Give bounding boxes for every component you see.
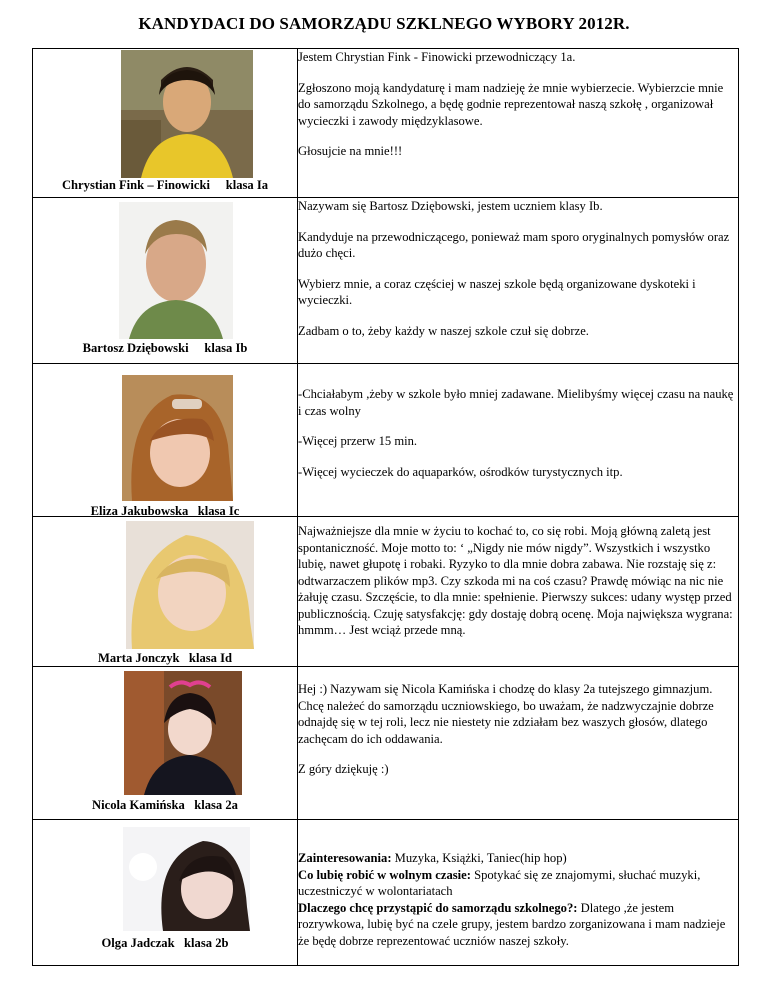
candidate-photo-cell [33, 517, 298, 667]
candidate-caption: Chrystian Fink – Finowicki klasa Ia [61, 178, 269, 192]
detail-label: Dlaczego chcę przystąpić do samorządu szkolnego?: [298, 900, 578, 915]
statement-paragraph: -Więcej przerw 15 min. [298, 434, 418, 448]
statement-paragraph: Jestem Chrystian Fink - Finowicki przewodniczący 1a. [298, 50, 576, 64]
detail-text: Muzyka, Książki, Taniec(hip hop) [391, 851, 567, 865]
candidate-statement [298, 820, 739, 966]
candidates-table [32, 48, 739, 966]
statement-paragraph: Nazywam się Bartosz Dziębowski, jestem uczniem klasy Ib. [298, 199, 603, 213]
detail-text: Dlatego ,że jestem rozrywkowa, lubię być na czele grupy, jestem bardzo zorganizowana i mam nadzieje że będę dobrze reprezentować uczniów naszej szkoły. [298, 900, 726, 948]
candidate-photo-cell [33, 820, 298, 966]
statement-paragraph: Zgłoszono moją kandydaturę i mam nadzieję że mnie wybierzecie. Wybierzcie mnie do samorządu Szkolnego, a będę godnie reprezentował naszą szkołę , organizował wycieczki i zawody międzyklasowe. [298, 80, 724, 128]
candidate-row [33, 198, 739, 364]
candidate-photo [126, 521, 254, 649]
candidate-photo-cell [33, 198, 298, 364]
document-title: KANDYDACI DO SAMORZĄDU SZKLNEGO WYBORY 2012R. [138, 14, 630, 33]
candidate-statement [298, 49, 739, 198]
candidate-caption: Eliza Jakubowska klasa Ic [90, 504, 240, 518]
statement-paragraph: Kandyduje na przewodniczącego, ponieważ mam sporo oryginalnych pomysłów oraz dużo chęci. [298, 229, 730, 260]
statement-paragraph: -Chciałabym ,żeby w szkole było mniej zadawane. Mielibyśmy więcej czasu na naukę i czas wolny [298, 387, 734, 418]
candidate-statement [298, 364, 739, 517]
detail-text: Spotykać się ze znajomymi, słuchać muzyki, uczestniczyć w wolontariatach [298, 867, 701, 898]
candidate-caption: Bartosz Dziębowski klasa Ib [82, 341, 248, 355]
statement-paragraph: Zadbam o to, żeby każdy w naszej szkole czuł się dobrze. [298, 323, 589, 338]
statement-paragraph: Hej :) Nazywam się Nicola Kamińska i chodzę do klasy 2a tutejszego gimnazjum. Chcę należeć do samorządu uczniowskiego, bo uważam, że nadzwyczajnie dobrze odnajdę się w tej roli, lecz nie niestety nie zdziałam bez waszych głosów, dlatego zachęcam do ich oddawania. [298, 682, 714, 746]
statement-paragraph: Głosujcie na mnie!!! [298, 144, 403, 158]
candidate-photo [124, 671, 242, 795]
candidate-photo [122, 375, 233, 501]
candidate-photo [119, 202, 233, 339]
candidate-photo-cell [33, 667, 298, 820]
detail-label: Co lubię robić w wolnym czasie: [298, 867, 471, 882]
candidate-photo-cell [33, 49, 298, 198]
detail-label: Zainteresowania: [298, 851, 392, 865]
candidate-row [33, 667, 739, 820]
candidate-photo-cell [33, 364, 298, 517]
candidate-row [33, 517, 739, 667]
statement-paragraph: Z góry dziękuję :) [298, 762, 389, 776]
candidate-photo [123, 827, 250, 931]
candidate-statement [298, 198, 739, 364]
candidate-photo [121, 50, 253, 178]
statement-paragraph: Wybierz mnie, a coraz częściej w naszej szkole będą organizowane dyskoteki i wycieczki. [298, 276, 696, 307]
candidate-caption: Olga Jadczak klasa 2b [101, 936, 229, 950]
candidate-row [33, 820, 739, 966]
candidate-row [33, 49, 739, 198]
candidate-statement [298, 667, 739, 820]
candidate-statement [298, 517, 739, 667]
statement-paragraph: -Więcej wycieczek do aquaparków, ośrodków turystycznych itp. [298, 464, 623, 479]
statement-details [298, 850, 738, 949]
candidate-caption: Marta Jonczyk klasa Id [98, 651, 232, 665]
statement-paragraph: Najważniejsze dla mnie w życiu to kochać to, co się robi. Moją główną zaletą jest spontaniczność. Moje motto to: ‘ „Nigdy nie mów nigdy”. Wszystkich i wszystko lubię, nawet głupotę i robaki. Ryzyko to dla mnie dobra zabawa. Nie rozstaję się z: odtwarzaczem plików mp3. Czy szkoda mi na coś czasu? Prawdę mówiąc na nic nie żałuję czasu. Szczęście, to dla mnie: spełnienie. Pierwszy sukces: udany występ przed publicznością. Czuję satysfakcję: gdy dostaję dobrą ocenę. Moja największa wygrana: hmmm… Jest wciąż przede mną. [298, 524, 733, 637]
candidate-row [33, 364, 739, 517]
candidate-caption: Nicola Kamińska klasa 2a [92, 798, 238, 812]
